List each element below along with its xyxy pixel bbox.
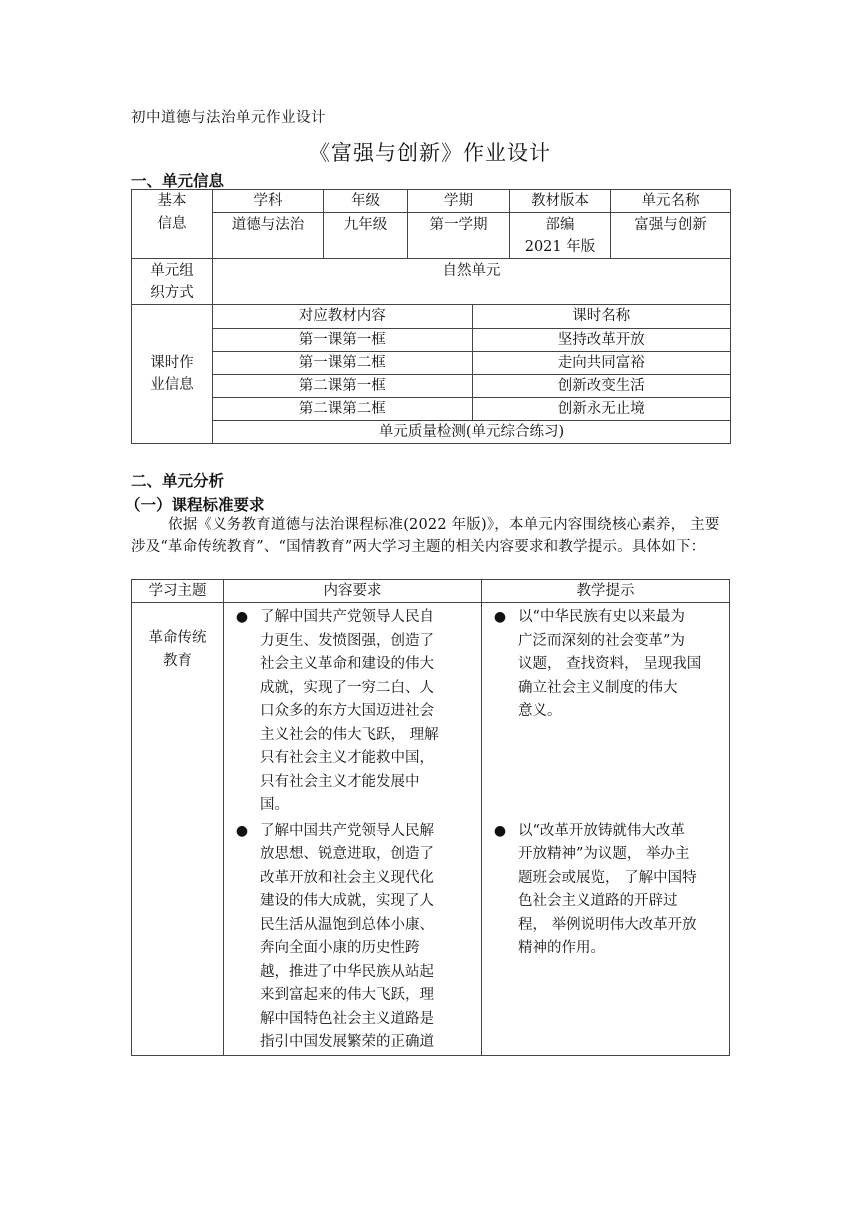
basic-info-label [132,190,213,259]
lesson-content-cell: 第二课第一框 [213,374,472,397]
value-cell-grade: 九年级 [324,213,408,259]
edition-year: 2021 年版 [524,239,596,255]
text-line: 越，推进了中华民族从站起 [260,963,434,980]
lesson-content-cell: 第一课第一框 [213,328,472,351]
header-teaching-tip: 教学提示 [482,580,730,603]
header-cell-unit-name: 单元名称 [611,190,731,213]
learning-topic-cell [132,603,224,1056]
lesson-name-cell: 坚持改革开放 [472,328,730,351]
subsection-heading-curriculum: （一）课程标准要求 [125,496,265,514]
tip-item [482,606,729,724]
text-line: 确立社会主义制度的伟大 [518,679,678,696]
intro-paragraph [131,514,731,558]
lesson-info-label-line: 课时作 [150,355,194,371]
text-line: 了解中国共产党领导人民自 [260,609,434,625]
text-line: 色社会主义道路的开辟过 [518,893,678,909]
tip-item [482,820,729,961]
text-line: 精神的作用。 [518,940,605,956]
teaching-tip-cell [482,603,730,1056]
intro-text: 依据《义务教育道德与法治课程标准(2022 年版)》，本单元内容围绕核心素养， 主要涉及“革命传统教育”、“国情教育”两大学习主题的相关内容要求和教学提示。具体如下： [131,517,720,555]
value-cell-unit-name: 富强与创新 [611,213,731,259]
text-line: 议题， 查找资料， 呈现我国 [518,656,702,672]
text-line: 改革开放和社会主义现代化 [260,869,434,886]
value-cell-subject: 道德与法治 [213,213,324,259]
org-method-label [132,259,213,305]
bullet-icon: ● [235,609,249,625]
text-line: 程， 举例说明伟大改革开放 [518,916,697,933]
learning-topic-line: 革命传统 [148,630,207,646]
requirement-item [224,606,481,818]
requirement-item [224,820,481,1055]
text-line: 意义。 [518,703,562,719]
header-content-requirement: 内容要求 [224,580,482,603]
curriculum-standards-table [131,579,730,1056]
text-line: 广泛而深刻的社会变革”为 [518,632,685,649]
lesson-content-cell: 第二课第二框 [213,397,472,420]
header-cell-term: 学期 [408,190,510,213]
lesson-name-cell: 创新改变生活 [472,374,730,397]
bullet-icon: ● [493,609,507,625]
requirement-text [260,820,481,1055]
text-line: 放思想、锐意进取，创造了 [260,846,434,862]
lesson-info-label [132,305,213,444]
lesson-name-cell: 走向共同富裕 [472,351,730,374]
basic-info-label-line: 信息 [157,216,187,232]
text-line: 以“中华民族有史以来最为 [518,609,685,625]
text-line: 国。 [260,797,289,813]
tip-text [518,820,729,961]
text-line: 奔向全面小康的历史性跨 [260,940,420,956]
org-method-value: 自然单元 [213,259,731,305]
text-line: 开放精神”为议题， 举办主 [518,846,690,862]
lesson-subtable-cell [213,305,731,421]
learning-topic-line: 教育 [163,653,192,669]
section-heading-unit-analysis: 二、单元分析 [131,472,225,490]
lesson-info-label-line: 业信息 [150,377,194,393]
tip-text [518,606,729,724]
requirement-text [260,606,481,818]
header-learning-topic: 学习主题 [132,580,224,603]
text-line: 题班会或展览， 了解中国特 [518,869,697,886]
header-cell-edition: 教材版本 [510,190,611,213]
header-cell-subject: 学科 [213,190,324,213]
unit-quality-test-row: 单元质量检测(单元综合练习) [213,421,731,444]
text-line: 来到富起来的伟大飞跃，理 [260,987,434,1003]
bullet-icon: ● [235,822,249,839]
text-line: 建设的伟大成就，实现了人 [260,893,434,909]
lesson-header-name: 课时名称 [472,305,730,328]
text-line: 只有社会主义才能救中国， [260,750,434,766]
text-line: 指引中国发展繁荣的正确道 [260,1034,434,1050]
lesson-name-cell: 创新永无止境 [472,397,730,420]
text-line: 以“改革开放铸就伟大改革 [518,822,685,839]
document-header: 初中道德与法治单元作业设计 [131,110,326,126]
text-line: 力更生、发愤图强，创造了 [260,632,434,649]
text-line: 只有社会主义才能发展中 [260,773,420,790]
text-line: 口众多的东方大国迈进社会 [260,703,434,719]
header-cell-grade: 年级 [324,190,408,213]
value-cell-edition [510,213,611,259]
org-method-label-line: 织方式 [150,285,194,301]
org-method-label-line: 单元组 [150,263,194,279]
value-cell-term: 第一学期 [408,213,510,259]
basic-info-label-line: 基本 [157,193,187,209]
lesson-header-content: 对应教材内容 [213,305,472,328]
bullet-icon: ● [493,822,507,839]
text-line: 社会主义革命和建设的伟大 [260,656,434,672]
text-line: 民生活从温饱到总体小康、 [260,916,434,933]
section-heading-unit-info: 一、单元信息 [131,172,225,190]
text-line: 主义社会的伟大飞跃， 理解 [260,726,439,743]
edition-publisher: 部编 [545,217,575,233]
lesson-content-cell: 第一课第二框 [213,351,472,374]
unit-info-table [131,189,731,444]
text-line: 解中国特色社会主义道路是 [260,1010,434,1027]
text-line: 了解中国共产党领导人民解 [260,822,434,839]
content-requirement-cell [224,603,482,1056]
lesson-subtable [213,305,730,420]
text-line: 成就，实现了一穷二白、人 [260,679,434,696]
document-title: 《富强与创新》作业设计 [309,141,551,165]
